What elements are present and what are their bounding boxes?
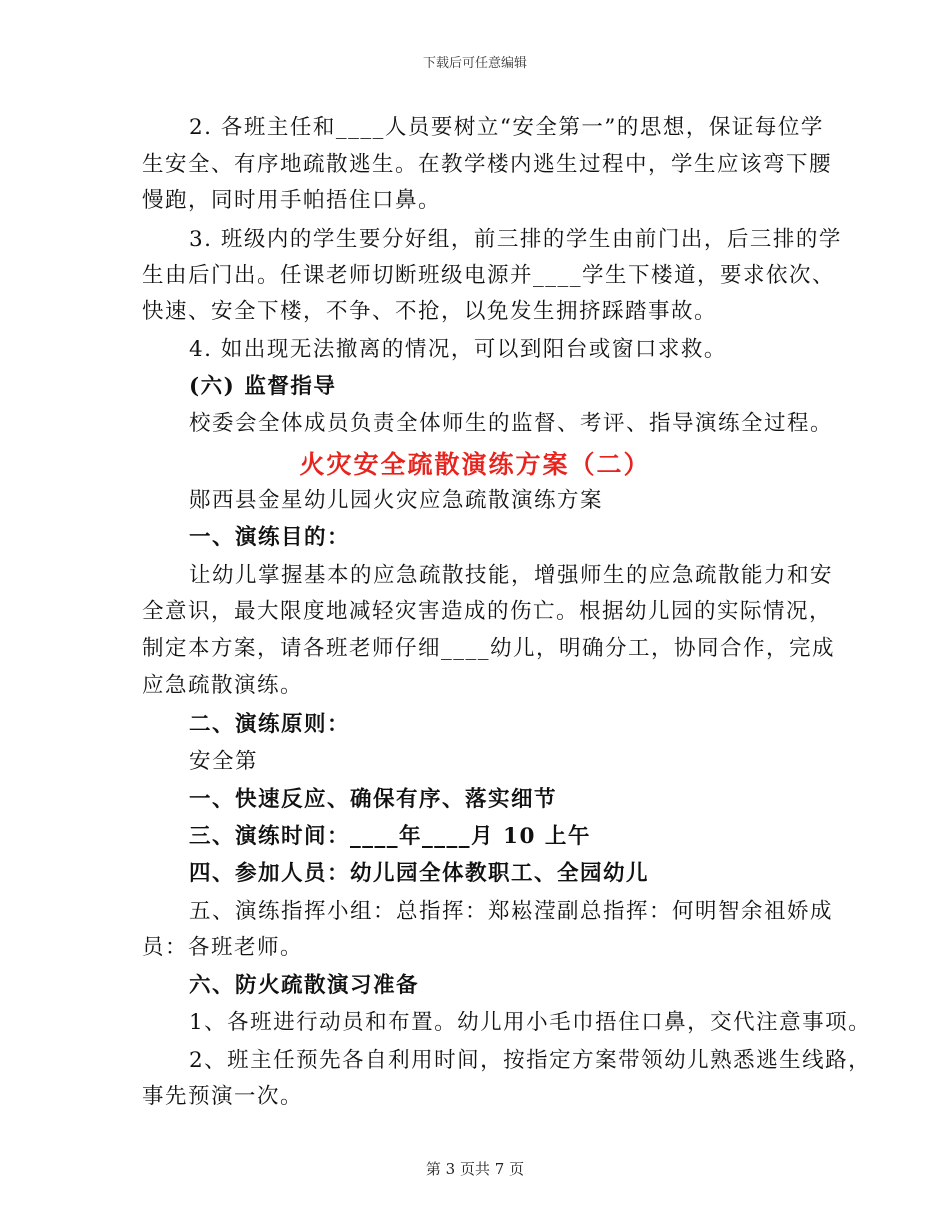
section-heading: 六、防火疏散演习准备: [189, 973, 420, 998]
paragraph-line: 全意识，最大限度地减轻灾害造成的伤亡。根据幼儿园的实际情况，: [142, 599, 833, 624]
page-header: 下载后可任意编辑: [422, 56, 527, 71]
paragraph-line: 4. 如出现无法撤离的情况，可以到阳台或窗口求救。: [189, 337, 727, 362]
paragraph-line: 慢跑，同时用手帕捂住口鼻。: [142, 188, 442, 213]
paragraph-line: 员：各班老师。: [142, 935, 304, 960]
paragraph-line: 安全第: [189, 749, 259, 774]
paragraph-line: 1、各班进行动员和布置。幼儿用小毛巾捂住口鼻，交代注意事项。: [189, 1010, 872, 1035]
section-heading: 二、演练原则：: [189, 712, 351, 737]
paragraph-line: 事先预演一次。: [142, 1084, 304, 1109]
paragraph-line: 制定本方案，请各班老师仔细____幼儿，明确分工，协同合作，完成: [142, 636, 836, 661]
paragraph-line: 应急疏散演练。: [142, 673, 304, 698]
paragraph-line: 五、演练指挥小组：总指挥：郑崧滢副总指挥：何明智余祖娇成: [189, 899, 834, 924]
paragraph-line: 校委会全体成员负责全体师生的监督、考评、指导演练全过程。: [189, 411, 834, 436]
page-footer: 第 3 页共 7 页: [425, 1160, 525, 1178]
section-heading: 四、参加人员：幼儿园全体教职工、全园幼儿: [189, 861, 650, 886]
section-heading: 一、快速反应、确保有序、落实细节: [189, 787, 558, 812]
paragraph-line: 郧西县金星幼儿园火灾应急疏散演练方案: [189, 488, 604, 513]
section-heading: 三、演练时间：____年____月 10 上午: [189, 824, 591, 849]
section-heading: (六) 监督指导: [189, 374, 337, 399]
paragraph-line: 生安全、有序地疏散逃生。在教学楼内逃生过程中，学生应该弯下腰: [142, 152, 833, 177]
paragraph-line: 2. 各班主任和____人员要树立“安全第一”的思想，保证每位学: [189, 115, 824, 140]
section-heading: 一、演练目的：: [189, 525, 351, 550]
paragraph-line: 2、班主任预先各自利用时间，按指定方案带领幼儿熟悉逃生线路，: [189, 1048, 872, 1073]
paragraph-line: 快速、安全下楼，不争、不抢，以免发生拥挤踩踏事故。: [142, 299, 718, 324]
paragraph-line: 3. 班级内的学生要分好组，前三排的学生由前门出，后三排的学: [189, 227, 842, 252]
paragraph-line: 生由后门出。任课老师切断班级电源并____学生下楼道，要求依次、: [142, 263, 836, 288]
document-title: 火灾安全疏散演练方案（二）: [299, 450, 651, 479]
paragraph-line: 让幼儿掌握基本的应急疏散技能，增强师生的应急疏散能力和安: [189, 563, 834, 588]
